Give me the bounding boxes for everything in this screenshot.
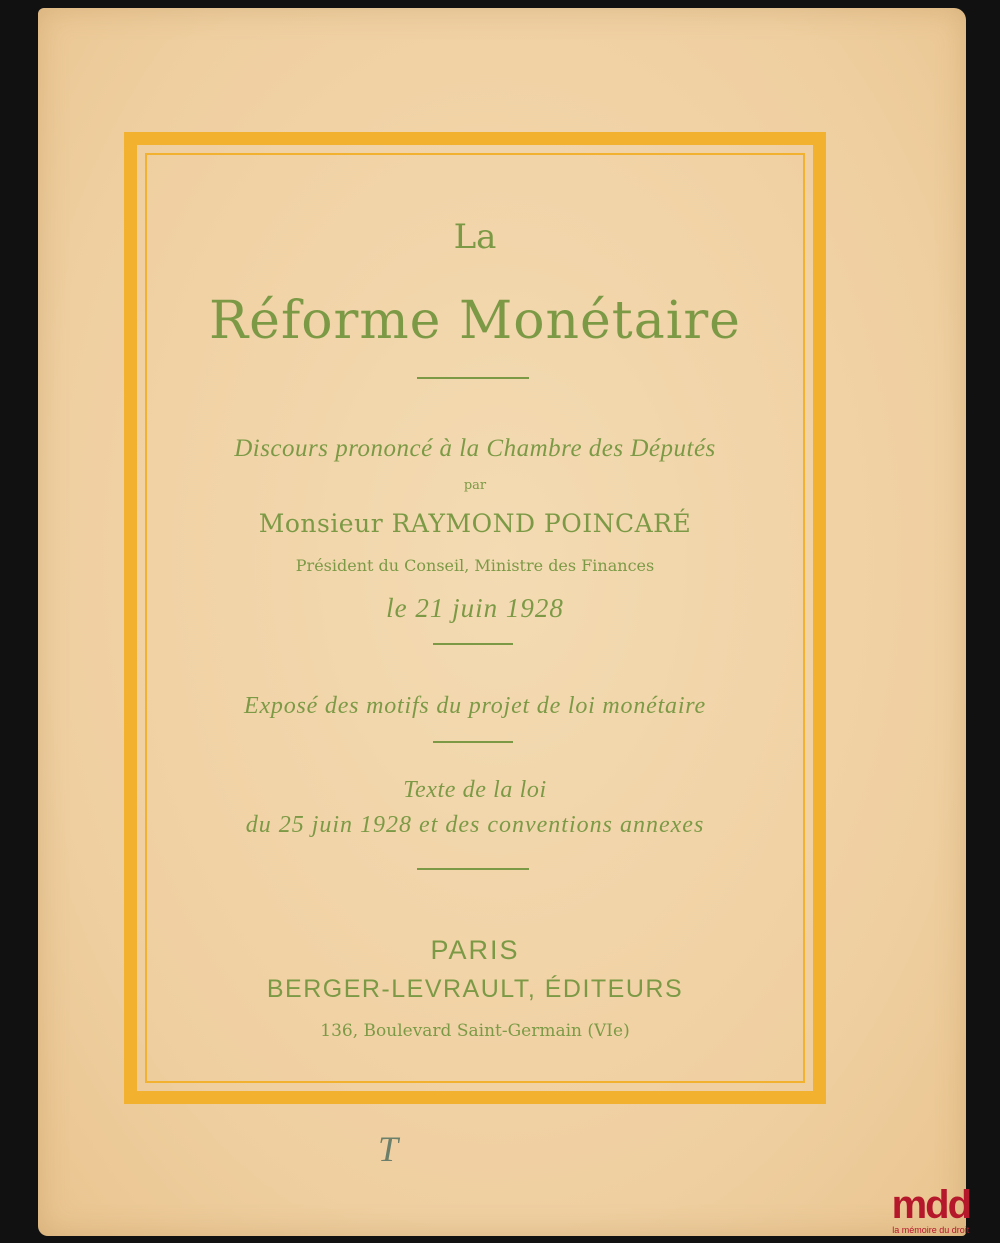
publisher-city: PARIS bbox=[430, 935, 520, 965]
book-title: Réforme Monétaire bbox=[209, 291, 741, 351]
cover-frame bbox=[124, 132, 826, 1104]
author-name: Monsieur RAYMOND POINCARÉ bbox=[258, 509, 692, 538]
law-text-line-2: du 25 juin 1928 et des conventions annexes bbox=[245, 812, 705, 838]
title-article: La bbox=[453, 217, 497, 257]
mdd-logo-tagline: la mémoire du droit bbox=[892, 1225, 970, 1235]
handwritten-mark: T bbox=[378, 1129, 399, 1169]
law-divider bbox=[417, 868, 529, 870]
law-text-line-1: Texte de la loi bbox=[403, 777, 547, 803]
publisher-name: BERGER-LEVRAULT, ÉDITEURS bbox=[266, 975, 684, 1003]
by-label: par bbox=[463, 478, 487, 493]
subtitle: Discours prononcé à la Chambre des Députés bbox=[234, 435, 716, 462]
date-divider bbox=[433, 643, 513, 645]
mdd-logo-mark: mdd bbox=[891, 1183, 970, 1227]
author-role: Président du Conseil, Ministre des Finances bbox=[295, 556, 655, 575]
book-cover bbox=[38, 8, 966, 1236]
title-divider bbox=[417, 377, 529, 379]
expose-line: Exposé des motifs du projet de loi monétaire bbox=[243, 693, 707, 719]
cover-frame-inner bbox=[145, 153, 805, 1083]
expose-divider bbox=[433, 741, 513, 743]
mdd-logo bbox=[892, 1185, 970, 1235]
publisher-address: 136, Boulevard Saint-Germain (VIe) bbox=[320, 1021, 630, 1041]
speech-date: le 21 juin 1928 bbox=[386, 593, 564, 623]
